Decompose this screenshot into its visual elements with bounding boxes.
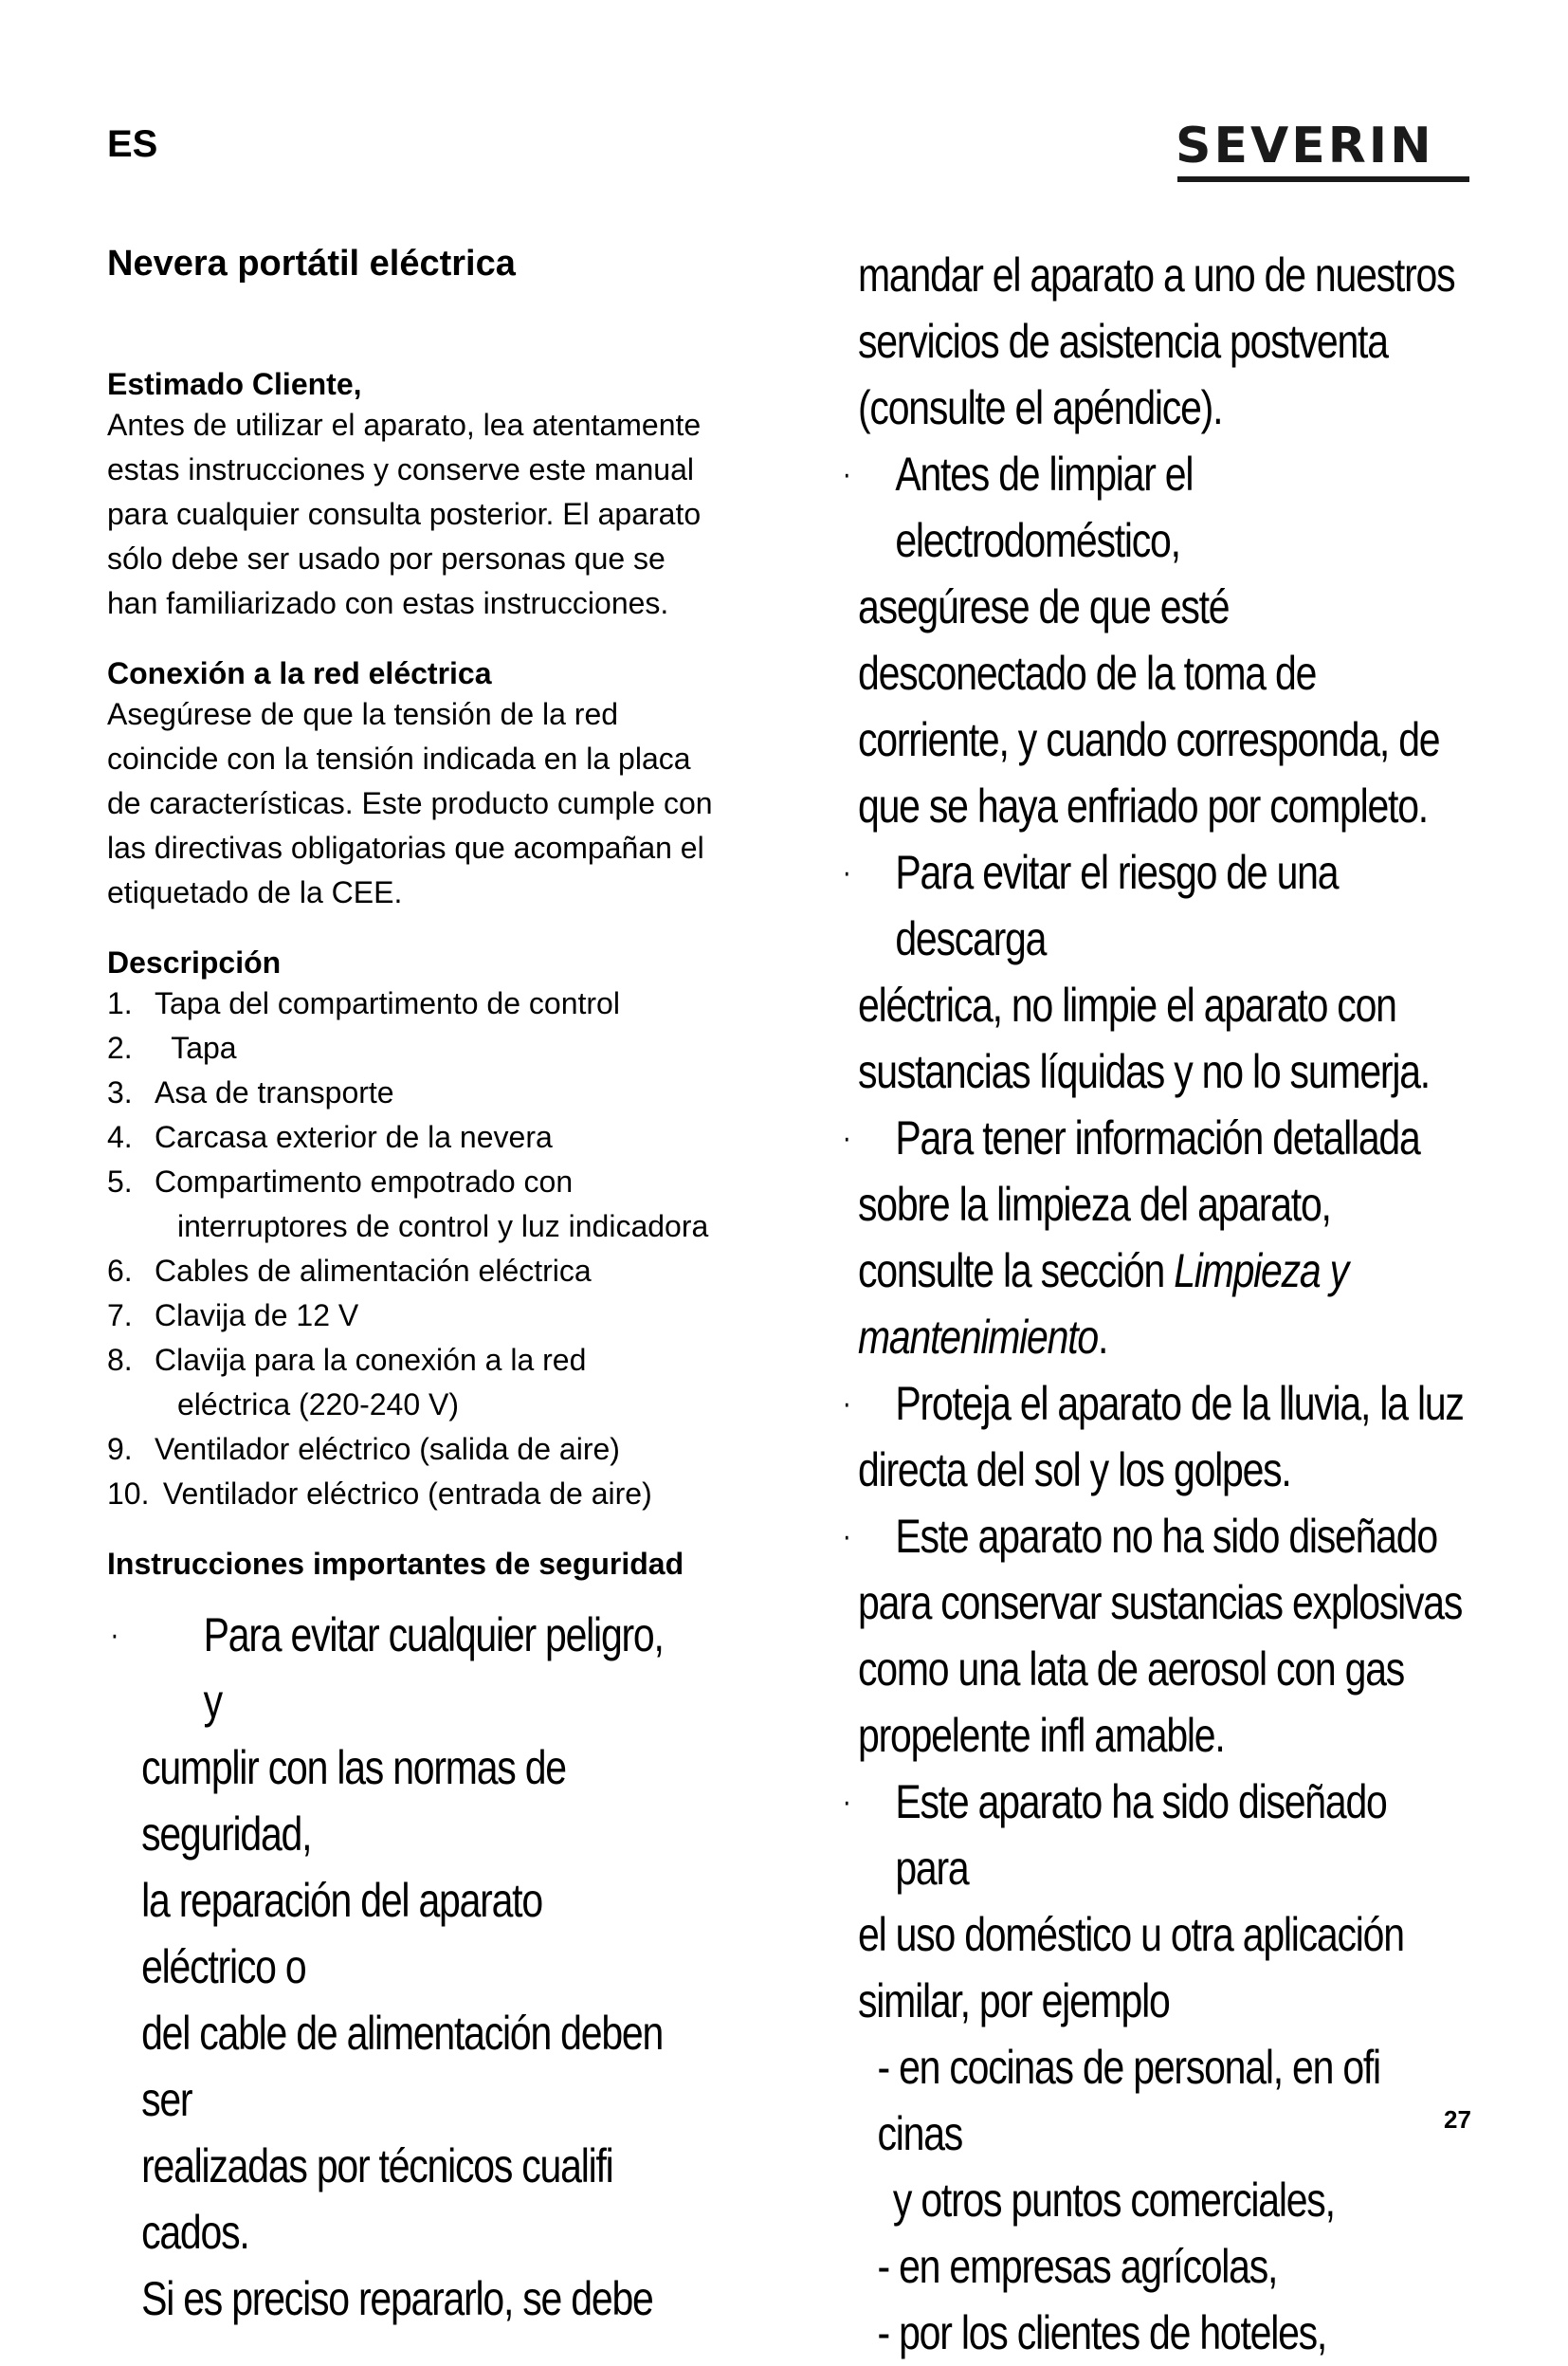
paragraph-line: coincide con la tensión indicada en la placa — [107, 742, 691, 776]
paragraph-line: estas instrucciones y conserve este manual — [107, 452, 694, 486]
bullet-line: similar, por ejemplo — [858, 1974, 1170, 2027]
list-item — [107, 981, 790, 1026]
paragraph-line: mandar el aparato a uno de nuestros — [858, 248, 1455, 302]
bullet-line: Este aparato no ha sido diseñado — [895, 1510, 1437, 1563]
list-item — [107, 1071, 790, 1115]
text-run: . — [1097, 1311, 1108, 1364]
paragraph-line: para cualquier consulta posterior. El aparato — [107, 497, 702, 531]
list-text: Tapa — [155, 1031, 237, 1065]
parts-list — [107, 981, 790, 1516]
bullet-line: para conservar sustancias explosivas — [858, 1576, 1463, 1629]
list-text: Ventilador eléctrico (entrada de aire) — [155, 1476, 652, 1511]
page-title: Nevera portátil eléctrica — [107, 244, 516, 284]
bullet-marker: · — [842, 1518, 850, 1554]
sub-list-line: - en cocinas de personal, en ofi cinas — [877, 2041, 1380, 2160]
bullet-line: sobre la limpieza del aparato, — [858, 1178, 1331, 1231]
section-reference: Limpieza y — [1174, 1244, 1348, 1297]
safety-bullet — [842, 839, 1465, 1105]
list-text: Carcasa exterior de la nevera — [155, 1120, 553, 1154]
bullet-line: Para evitar cualquier peligro, y — [203, 1608, 664, 1728]
list-item — [107, 1160, 790, 1249]
section-heading: Instrucciones importantes de seguridad — [107, 1547, 684, 1581]
bullet-line: Para tener información detallada — [895, 1111, 1420, 1165]
section-reference: mantenimiento — [858, 1311, 1098, 1364]
list-number: 6. — [107, 1254, 133, 1288]
list-number: 5. — [107, 1165, 133, 1199]
section-descripcion — [107, 944, 790, 1516]
paragraph-line: de características. Este producto cumple con — [107, 786, 713, 820]
sub-list-line: y otros puntos comerciales, — [892, 2173, 1335, 2227]
bullet-line: la reparación del aparato eléctrico o — [141, 1874, 542, 1993]
bullet-line: Proteja el aparato de la lluvia, la luz — [895, 1377, 1464, 1430]
section-heading: Conexión a la red eléctrica — [107, 656, 492, 690]
list-number: 3. — [107, 1075, 133, 1110]
bullet-line: propelente infl amable. — [858, 1709, 1225, 1762]
bullet-line: Si es preciso repararlo, se debe — [141, 2272, 653, 2325]
list-text-continuation: interruptores de control y luz indicadora — [177, 1209, 709, 1243]
brand-logo — [1176, 118, 1479, 184]
list-number: 4. — [107, 1120, 133, 1154]
paragraph-line: Antes de utilizar el aparato, lea atentamente — [107, 408, 702, 442]
bullet-line: como una lata de aerosol con gas — [858, 1642, 1405, 1696]
list-number: 1. — [107, 986, 133, 1020]
text-run: consulte la sección — [858, 1244, 1175, 1297]
bullet-line: Este aparato ha sido diseñado para — [895, 1775, 1387, 1895]
sub-list-line: - por los clientes de hoteles, — [877, 2306, 1327, 2359]
bullet-line: que se haya enfriado por completo. — [858, 779, 1428, 833]
bullet-line: del cable de alimentación deben ser — [141, 2007, 664, 2126]
list-item — [107, 1472, 790, 1516]
brand-logo-underline — [1177, 176, 1469, 182]
bullet-line: el uso doméstico u otra aplicación — [858, 1908, 1404, 1961]
safety-bullet — [842, 441, 1465, 839]
bullet-line: realizadas por técnicos cualifi cados. — [141, 2139, 613, 2259]
list-item — [107, 1293, 790, 1338]
list-text: Compartimento empotrado con — [155, 1165, 574, 1199]
list-item — [107, 1427, 790, 1472]
section-seguridad — [107, 1545, 790, 2332]
paragraph-line: han familiarizado con estas instrucciones. — [107, 586, 669, 620]
right-column — [842, 242, 1568, 2366]
section-heading: Estimado Cliente, — [107, 367, 362, 401]
list-text: Tapa del compartimento de control — [155, 986, 620, 1020]
list-text: Ventilador eléctrico (salida de aire) — [155, 1432, 620, 1466]
brand-logo-text: SEVERIN — [1176, 118, 1434, 174]
paragraph-line: Asegúrese de que la tensión de la red — [107, 697, 619, 731]
bullet-marker: · — [842, 1385, 850, 1421]
page-number: 27 — [1444, 2105, 1471, 2134]
bullet-line: cumplir con las normas de seguridad, — [141, 1741, 566, 1861]
paragraph-line: (consulte el apéndice). — [858, 381, 1223, 434]
sub-list-line: - en empresas agrícolas, — [877, 2240, 1278, 2293]
section-conexion — [107, 654, 790, 915]
safety-bullet — [842, 1503, 1465, 1769]
paragraph-line: las directivas obligatorias que acompañan el — [107, 831, 704, 865]
list-number: 8. — [107, 1343, 133, 1377]
list-text: Cables de alimentación eléctrica — [155, 1254, 592, 1288]
bullet-marker: · — [110, 1617, 119, 1653]
bullet-marker: · — [842, 854, 850, 890]
bullet-marker: · — [842, 1120, 850, 1156]
bullet-marker: · — [842, 456, 850, 492]
bullet-line: Antes de limpiar el electrodoméstico, — [895, 448, 1194, 567]
safety-bullet — [842, 1370, 1465, 1503]
bullet-line — [858, 1304, 1465, 1370]
safety-bullet — [107, 1602, 666, 2332]
list-text: Clavija para la conexión a la red — [155, 1343, 587, 1377]
paragraph-line: etiquetado de la CEE. — [107, 875, 403, 909]
bullet-line: eléctrica, no limpie el aparato con — [858, 979, 1396, 1032]
bullet-line: Para evitar el riesgo de una descarga — [895, 846, 1339, 965]
paragraph-line: sólo debe ser usado por personas que se — [107, 541, 665, 576]
list-number: 7. — [107, 1298, 133, 1332]
list-text: Asa de transporte — [155, 1075, 394, 1110]
bullet-line: desconectado de la toma de — [858, 647, 1317, 700]
section-heading: Descripción — [107, 945, 282, 980]
section-estimado-cliente — [107, 365, 790, 626]
list-text: Clavija de 12 V — [155, 1298, 359, 1332]
bullet-line: asegúrese de que esté — [858, 580, 1230, 633]
list-number: 9. — [107, 1432, 133, 1466]
paragraph-line: servicios de asistencia postventa — [858, 315, 1388, 368]
list-item — [107, 1026, 790, 1071]
list-text-continuation: eléctrica (220-240 V) — [177, 1387, 460, 1421]
list-item — [107, 1115, 790, 1160]
safety-bullet — [842, 1769, 1465, 2366]
left-column — [107, 242, 790, 2332]
list-number: 2. — [107, 1031, 133, 1065]
bullet-marker: · — [842, 1784, 850, 1820]
bullet-line: directa del sol y los golpes. — [858, 1443, 1291, 1496]
language-code: ES — [107, 123, 158, 165]
bullet-line: corriente, y cuando corresponda, de — [858, 713, 1440, 766]
continued-paragraph — [858, 242, 1465, 441]
bullet-line — [858, 1238, 1465, 1304]
safety-bullet — [842, 1105, 1465, 1370]
list-number: 10. — [107, 1476, 150, 1511]
bullet-line: sustancias líquidas y no lo sumerja. — [858, 1045, 1430, 1098]
list-item — [107, 1249, 790, 1293]
list-item — [107, 1338, 790, 1427]
